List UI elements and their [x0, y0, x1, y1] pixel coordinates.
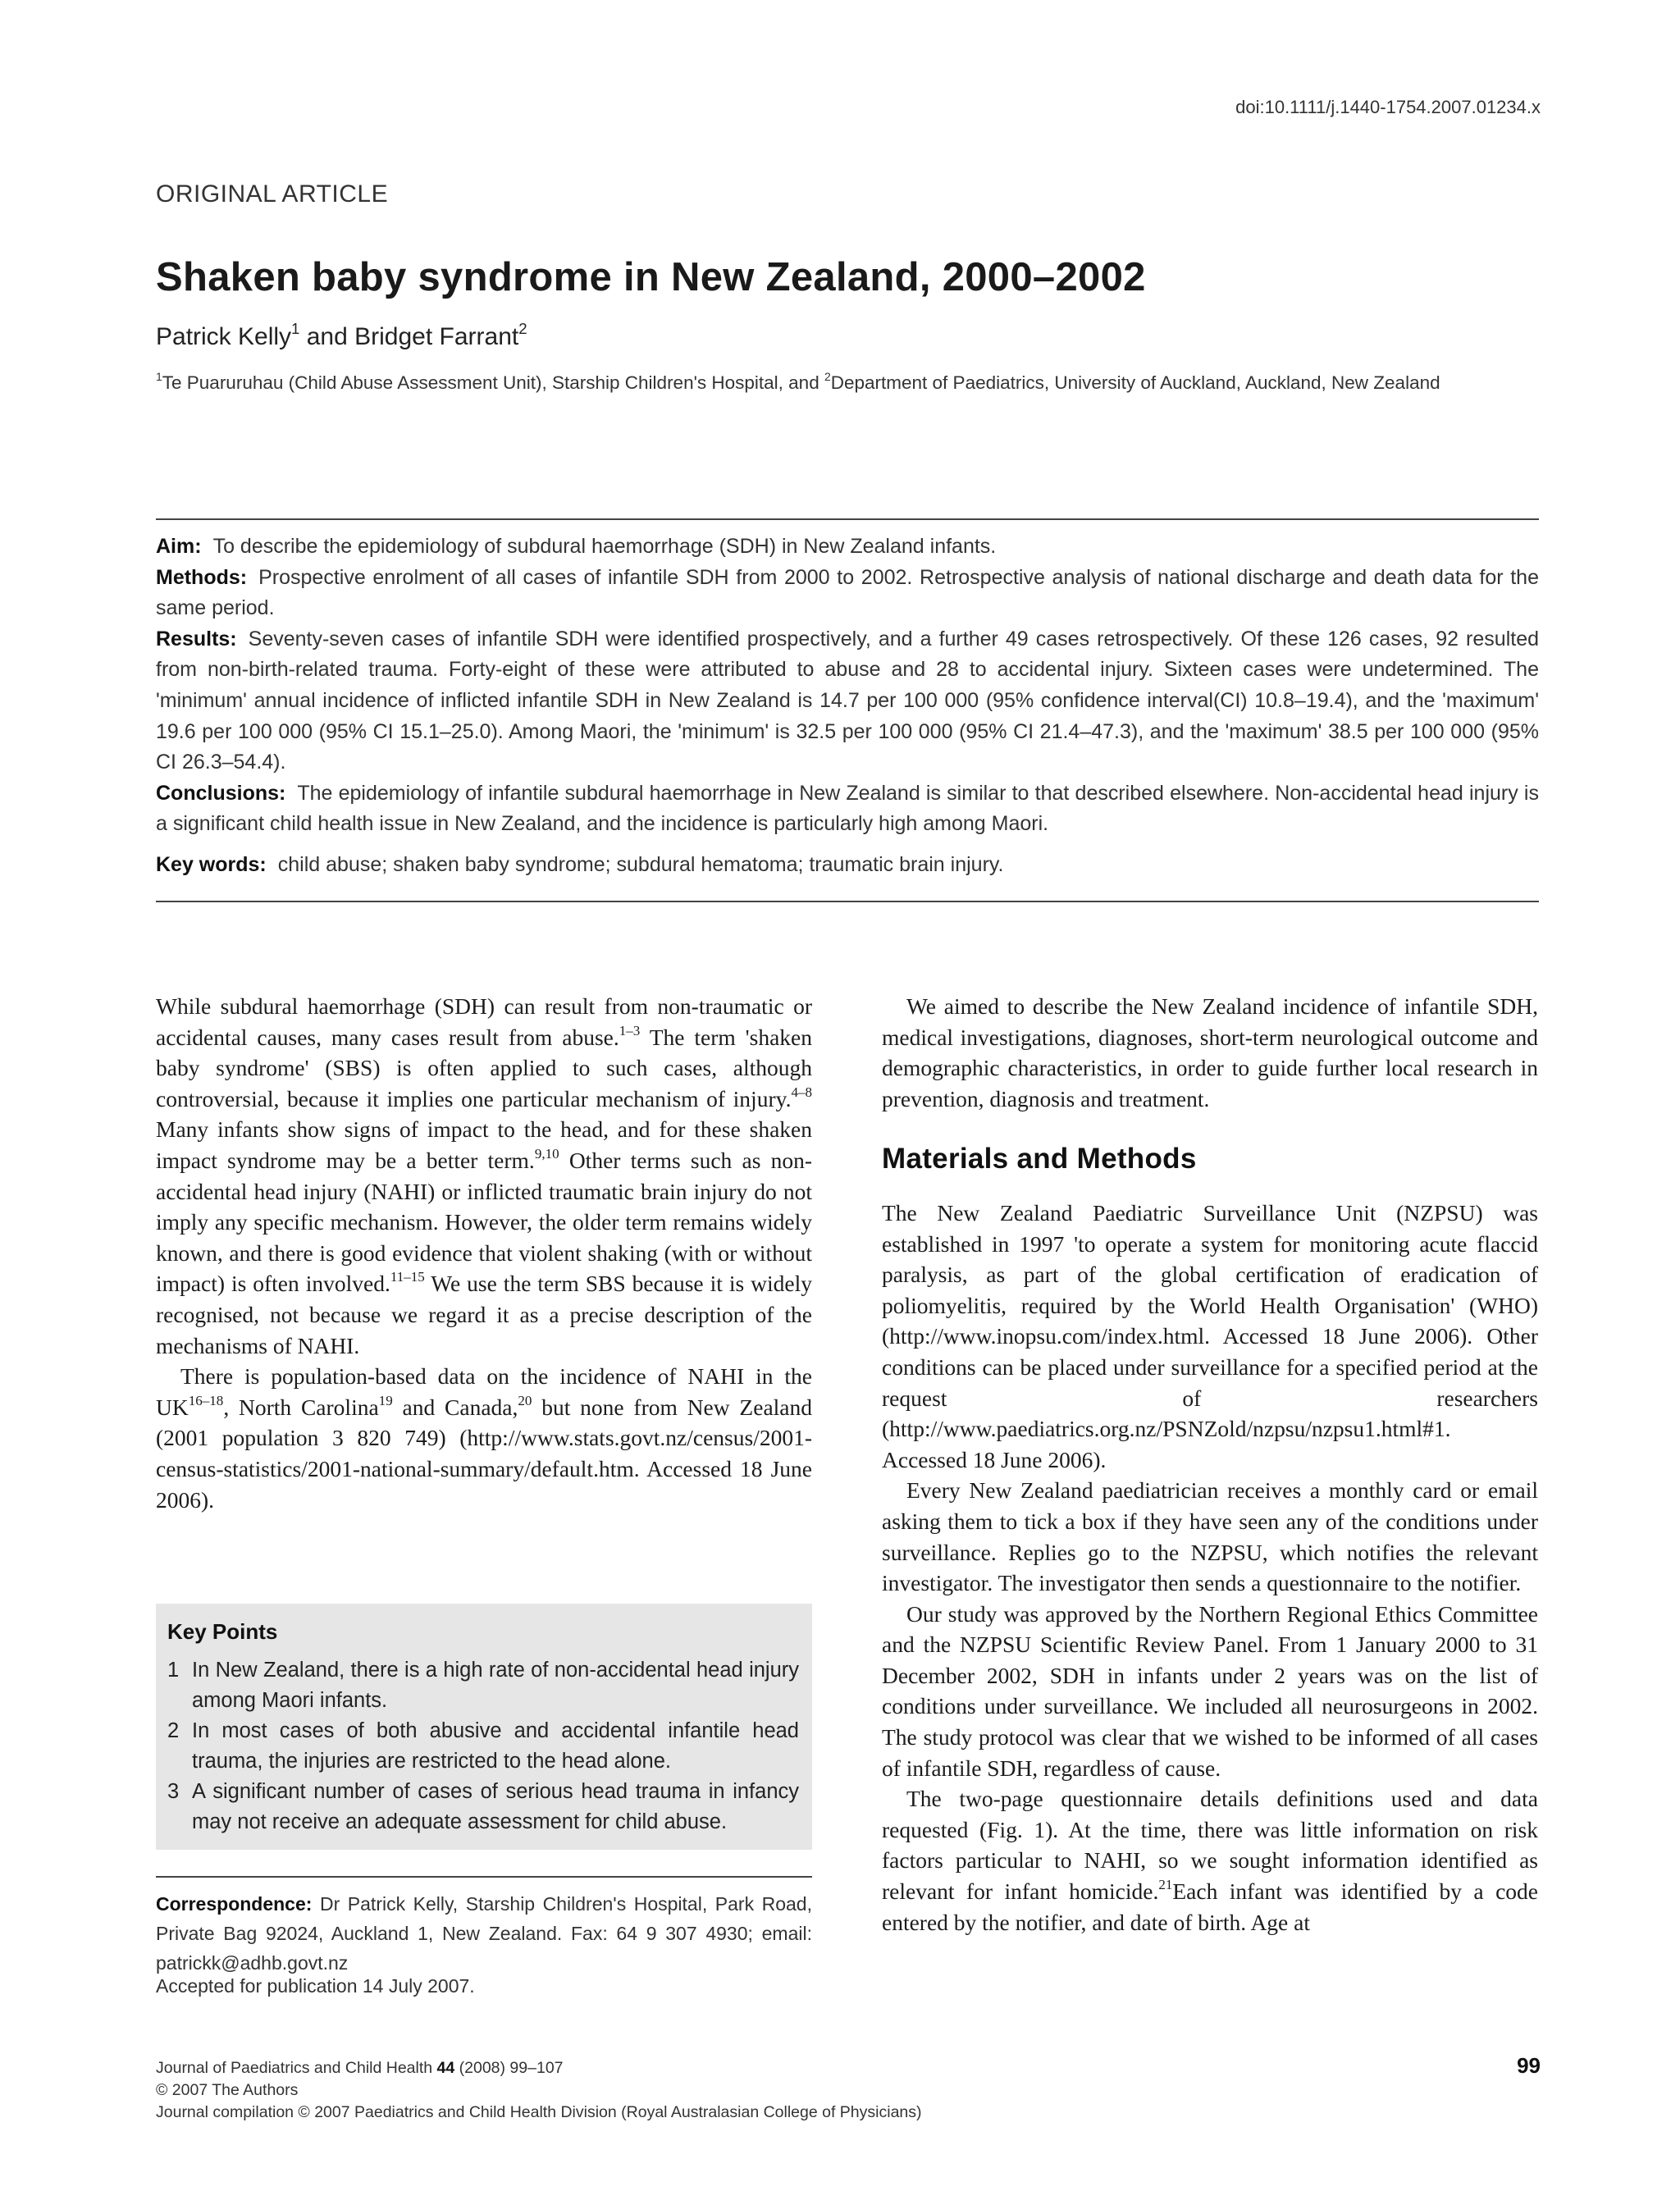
citation: 9,10: [534, 1146, 559, 1162]
body-text: , North Carolina: [223, 1394, 379, 1420]
body-text: Many infants show signs of impact to the head, and for these shaken impact syndrome may be a better term.: [156, 1116, 812, 1173]
abstract-conclusions: [156, 778, 1539, 840]
key-point-number: 1: [167, 1659, 180, 1682]
abstract-text: Seventy-seven cases of infantile SDH were identified prospectively, and a further 49 cases retrospectively. Of these 126 cases, 92 resulted from non-birth-related trauma. Forty-eight of these were attributed to abuse and 28 to accidental injury. Sixteen cases were undetermined. The 'minimum' annual incidence of inflicted infantile SDH in New Zealand is 14.7 per 100 000 (95% confidence interval(CI) 10.8–19.4), and the 'maximum' 19.6 per 100 000 (95% CI 15.1–25.0). Among Maori, the 'minimum' is 32.5 per 100 000 (95% CI 21.4–47.3), and the 'maximum' 38.5 per 100 000 (95% CI 26.3–54.4).: [156, 627, 1539, 774]
affiliation-mark: 2: [824, 370, 831, 384]
key-point-number: 3: [167, 1780, 180, 1803]
methods-paragraph: Every New Zealand paediatrician receives a monthly card or email asking them to tick a box if they have seen any of the conditions under surveillance. Replies go to the NZPSU, which notifies the relevant investigator. The investigator then sends a questionnaire to the notifier.: [882, 1477, 1538, 1596]
abstract-methods: [156, 563, 1539, 624]
citation: 20: [518, 1392, 532, 1408]
abstract-aim: [156, 532, 1539, 563]
body-text: Other terms such as non-accidental head injury (NAHI) or inflicted traumatic brain injury do not imply any specific mechanism. However, the older term remains widely known, and there is good evidence that violent shaking (with or without impact) is often involved.: [156, 1147, 813, 1297]
journal-citation: [156, 2057, 922, 2079]
citation: 1–3: [619, 1022, 641, 1038]
key-points-heading: Key Points: [167, 1619, 278, 1644]
body-text: The two-page questionnaire details definitions used and data requested (Fig. 1). At the time, there was little information on risk factors particular to NAHI, so we sought information identified as relevant for infant homicide.: [882, 1786, 1538, 1905]
methods-paragraph: [882, 1783, 1538, 1938]
affiliation-mark: 2: [518, 320, 527, 338]
methods-heading: Materials and Methods: [882, 1143, 1197, 1175]
accepted-date: Accepted for publication 14 July 2007.: [156, 1975, 475, 1997]
body-text: While subdural haemorrhage (SDH) can result from non-traumatic or accidental causes, many cases result from abuse.: [156, 993, 812, 1050]
journal-name: Journal of Paediatrics and Child Health: [156, 2059, 437, 2077]
citation: 16–18: [188, 1392, 224, 1408]
copyright: © 2007 The Authors: [156, 2081, 299, 2099]
methods-paragraph: The New Zealand Paediatric Surveillance Unit (NZPSU) was established in 1997 'to operate a system for monitoring acute flaccid paralysis, as part of the global certification of eradication of poliomyelitis, required by the World Health Organisation' (WHO) (http://www.inopsu.com/index.html. Accessed 18 June 2006). Other conditions can be placed under surveillance for a specified period at the request of researchers (http://www.paediatrics.org.nz/PSNZold/nzpsu/nzpsu1.html#1. Accessed 18 June 2006).: [882, 1199, 1538, 1472]
key-point-text: In most cases of both abusive and accidental infantile head trauma, the injuries are restricted to the head alone.: [192, 1719, 799, 1773]
authors: [156, 320, 527, 351]
keywords-label: Key words:: [156, 852, 267, 876]
citation: 11–15: [390, 1269, 425, 1285]
abstract-bottom-rule: [156, 901, 1539, 902]
abstract-text: To describe the epidemiology of subdural haemorrhage (SDH) in New Zealand infants.: [212, 535, 997, 558]
abstract-results: [156, 624, 1539, 778]
body-text: There is population-based data on the incidence of NAHI in the UK: [156, 1363, 812, 1420]
citation: 4–8: [791, 1084, 812, 1100]
page-number: 99: [1517, 2053, 1541, 2078]
page-footer: [156, 2057, 922, 2124]
journal-compilation: Journal compilation © 2007 Paediatrics and Child Health Division (Royal Australasian College of Physicians): [156, 2103, 922, 2121]
doi: doi:10.1111/j.1440-1754.2007.01234.x: [1235, 97, 1541, 117]
methods-paragraph: Our study was approved by the Northern Regional Ethics Committee and the NZPSU Scientific Review Panel. From 1 January 2000 to 31 December 2002, SDH in infants under 2 years was on the list of conditions under surveillance. We included all neurosurgeons in 2002. The study protocol was clear that we wished to be informed of all cases of infantile SDH, regardless of cause.: [882, 1600, 1538, 1781]
correspondence: [156, 1876, 812, 1978]
abstract: [156, 532, 1539, 881]
journal-volume: 44: [436, 2059, 455, 2077]
author-name: Patrick Kelly: [156, 323, 292, 350]
article-title: Shaken baby syndrome in New Zealand, 2000–2002: [156, 255, 1146, 299]
key-point-item: [167, 1655, 799, 1716]
correspondence-text: Dr Patrick Kelly, Starship Children's Hospital, Park Road, Private Bag 92024, Auckland 1, New Zealand. Fax: 64 9 307 4930; email: patrickk@adhb.govt.nz: [156, 1893, 812, 1974]
abstract-text: Prospective enrolment of all cases of infantile SDH from 2000 to 2002. Retrospective analysis of national discharge and death data for the same period.: [156, 565, 1539, 620]
abstract-keywords: [156, 850, 1539, 881]
citation: 19: [378, 1392, 393, 1408]
body-text: and Canada,: [392, 1394, 518, 1420]
key-points-box: [156, 1604, 812, 1850]
key-points-list: [167, 1655, 799, 1837]
citation: 21: [1158, 1877, 1173, 1893]
abstract-text: The epidemiology of infantile subdural haemorrhage in New Zealand is similar to that described elsewhere. Non-accidental head injury is a significant child health issue in New Zealand, and the incidence is particularly high among Maori.: [156, 781, 1539, 836]
key-point-item: [167, 1716, 799, 1777]
journal-pages: (2008) 99–107: [454, 2059, 564, 2077]
left-column: [156, 991, 812, 1515]
abstract-label: Results:: [156, 627, 237, 650]
affiliation-text: Department of Paediatrics, University of Auckland, Auckland, New Zealand: [830, 372, 1440, 393]
body-text: We use the term SBS because it is widely recognised, not because we regard it as a precise description of the mechanisms of NAHI.: [156, 1271, 812, 1358]
body-text: but none from New Zealand (2001 population 3 820 749) (http://www.stats.govt.nz/census/2001-census-statistics/2001-national-summary/default.htm. Accessed 18 June 2006).: [156, 1394, 812, 1513]
affiliation-text: Te Puaruruhau (Child Abuse Assessment Unit), Starship Children's Hospital, and: [162, 372, 824, 393]
key-point-item: [167, 1777, 799, 1837]
key-point-text: A significant number of cases of serious head trauma in infancy may not receive an adequate assessment for child abuse.: [192, 1780, 799, 1833]
aim-paragraph: We aimed to describe the New Zealand incidence of infantile SDH, medical investigations, diagnoses, short-term neurological outcome and demographic characteristics, in order to guide further local research in prevention, diagnosis and treatment.: [882, 993, 1538, 1111]
correspondence-label: Correspondence:: [156, 1893, 313, 1915]
right-column: [882, 991, 1538, 1938]
section-label: ORIGINAL ARTICLE: [156, 180, 389, 208]
key-point-text: In New Zealand, there is a high rate of non-accidental head injury among Maori infants.: [192, 1659, 799, 1712]
affiliation-mark: 1: [156, 370, 162, 384]
author-name: Bridget Farrant: [354, 323, 519, 350]
author-conjunction: and: [299, 323, 355, 350]
affiliations: [156, 372, 1440, 394]
abstract-top-rule: [156, 518, 1539, 520]
intro-paragraph: [156, 1361, 812, 1515]
body-text: The term 'shaken baby syndrome' (SBS) is often applied to such cases, although controversial, because it implies one particular mechanism of injury.: [156, 1024, 812, 1111]
key-point-number: 2: [167, 1719, 180, 1742]
abstract-label: Conclusions:: [156, 781, 286, 805]
abstract-label: Methods:: [156, 565, 248, 589]
affiliation-mark: 1: [291, 320, 300, 338]
abstract-label: Aim:: [156, 535, 202, 558]
intro-paragraph: [156, 991, 812, 1361]
body-text: Each infant was identified by a code entered by the notifier, and date of birth. Age at: [882, 1878, 1538, 1935]
keywords-text: child abuse; shaken baby syndrome; subdural hematoma; traumatic brain injury.: [277, 852, 1004, 876]
